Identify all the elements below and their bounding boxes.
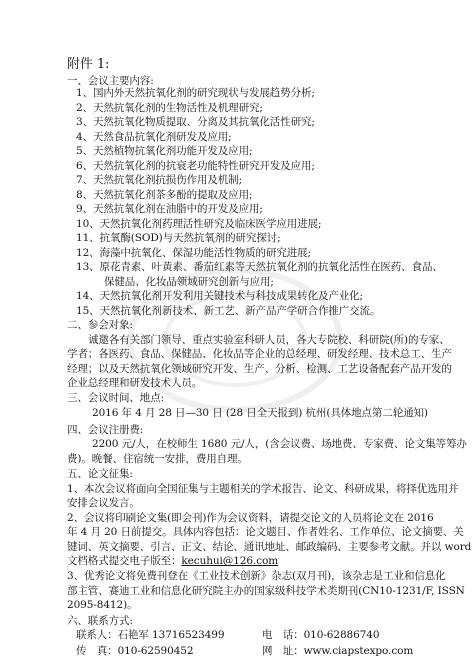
contact-phone: 电 话：010-62886740 bbox=[262, 629, 380, 641]
topic-item: 4、天然食品抗氧化剂研发及应用; bbox=[76, 130, 232, 143]
time-location-line: 2016 年 4 月 28 日—30 日 (28 日全天报到) 杭州(具体地点第二轮通知) bbox=[92, 407, 428, 420]
topic-item: 14、天然抗氧化剂开发利用关键技术与科技成果转化及产业化; bbox=[76, 290, 363, 303]
topic-item: 15、天然抗氧化剂新技术、新工艺、新产品产学研合作推广交流。 bbox=[76, 304, 381, 317]
submission-email-link[interactable]: kecuhui@126.com bbox=[181, 555, 279, 568]
topic-item: 10、天然抗氧化剂药理活性研究及临床医学应用进展; bbox=[76, 217, 322, 230]
paper-line: 2095-8412)。 bbox=[67, 599, 138, 611]
topic-item: 13、原花青素、叶黄素、番茄红素等天然抗氧化剂的抗氧化活性在医药、食品、 bbox=[76, 261, 443, 274]
attendee-line: 企业总经理和研发技术人员。 bbox=[67, 377, 203, 390]
paper-line bbox=[67, 554, 278, 568]
topic-item-continued: 保健品、化妆品领域研究创新与应用; bbox=[104, 275, 274, 288]
paper-line: 年 4 月 20 日前提交。具体内容包括：论文题目、作者姓名、工作单位、论文摘要、关 bbox=[67, 526, 464, 539]
paper-line: 1、本次会议将面向全国征集与主题相关的学术报告、论文、科研成果，将择优选用并 bbox=[67, 482, 459, 495]
section-1-heading: 一、会议主要内容: bbox=[67, 75, 154, 87]
paper-line: 安排会议发言。 bbox=[67, 497, 140, 510]
topic-item: 3、天然抗氧化物质提取、分离及其抗氧化活性研究; bbox=[76, 116, 315, 128]
topic-item: 1、国内外天然抗氧化剂的研究现状与发展趋势分析; bbox=[76, 87, 315, 99]
paper-line: 2、会议将印刷论文集(即会刊)作为会议资料，请提交论文的人员将论文在 2016 bbox=[67, 511, 434, 524]
fee-line: 费)。晚餐、住宿统一安排，费用自理。 bbox=[67, 452, 248, 465]
contact-website[interactable]: 网 址：www.ciapstexpo.com bbox=[262, 645, 414, 657]
attendee-line: 学者；各医药、食品、保健品、化妆品等企业的总经理、研发经理、技术总工、生产 bbox=[67, 348, 452, 361]
topic-item: 6、天然抗氧化剂的抗衰老功能特性研究开发及应用; bbox=[76, 159, 315, 172]
topic-item: 9、天然抗氧化剂在油脂中的开发及应用; bbox=[76, 203, 263, 216]
topic-item: 8、天然抗氧化剂茶多酚的提取及应用; bbox=[76, 188, 253, 201]
topic-item: 5、天然植物抗氧化剂功能开发及应用; bbox=[76, 145, 253, 158]
paper-line: 键词、英文摘要、引言、正文、结论、通讯地址、邮政编码、主要参考文献。并以 word bbox=[67, 540, 472, 553]
contact-fax: 传 真：010-62590452 bbox=[76, 645, 194, 657]
contact-person: 联系人：石艳军 13716523499 bbox=[76, 629, 225, 641]
fee-line: 2200 元/人，在校师生 1680 元/人，(含会议费、场地费、专家费、论文集等筹办 bbox=[92, 438, 467, 451]
topic-item: 12、海藻中抗氧化、保湿功能活性物质的研究进展; bbox=[76, 246, 311, 259]
topic-item: 7、天然抗氧化剂抗损伤作用及机制; bbox=[76, 174, 243, 187]
paper-line: 3、优秀论文将免费刊登在《工业技术创新》杂志(双月刊)，该杂志是工业和信息化 bbox=[67, 570, 446, 582]
paper-line: 部主管、赛迪工业和信息化研究院主办的国家级科技学术类期刊(CN10-1231/F, ISSN bbox=[67, 584, 465, 597]
section-5-heading: 五、论文征集: bbox=[67, 468, 133, 481]
topic-item: 11、抗氧酶(SOD)与天然抗氧剂的研究探讨; bbox=[76, 232, 281, 245]
section-4-heading: 四、会议注册费: bbox=[67, 423, 144, 436]
page-title: 附件 1: bbox=[67, 57, 110, 72]
section-2-heading: 二、参会对象: bbox=[67, 319, 133, 332]
paper-line-text: 文档格式提交电子版至： bbox=[67, 555, 182, 568]
attendee-line: 经理；以及天然抗氧化领域研究开发、生产、分析、检测、工艺设备配套产品开发的 bbox=[67, 362, 452, 375]
section-3-heading: 三、会议时间、地点: bbox=[67, 391, 165, 404]
section-6-heading: 六、联系方式: bbox=[67, 614, 133, 627]
topic-item: 2、天然抗氧化剂的生物活性及机理研究; bbox=[76, 101, 263, 114]
attendee-line: 诚邀各有关部门领导、重点实验室科研人员，各大专院校、科研院(所)的专家、 bbox=[88, 333, 450, 346]
